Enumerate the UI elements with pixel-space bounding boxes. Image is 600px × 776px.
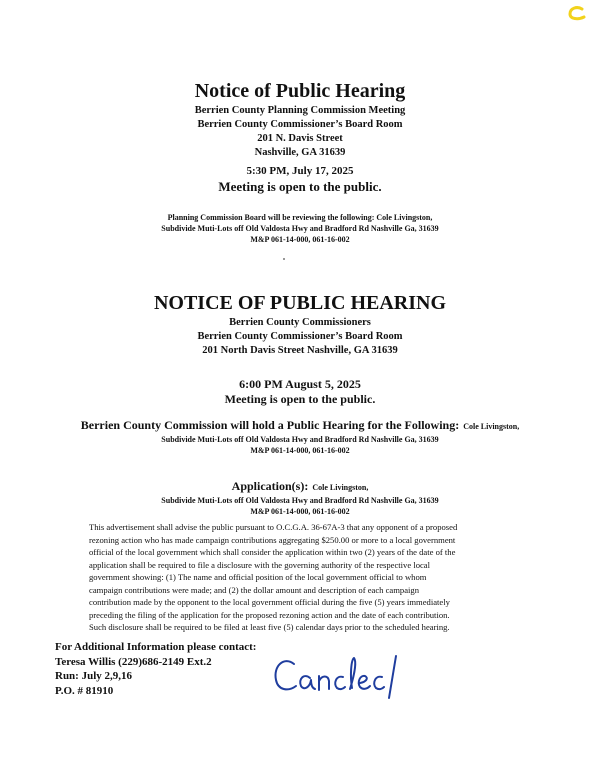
notice1-review-line: M&P 061-14-000, 061-16-002 <box>250 235 350 244</box>
notice1-review-line: Planning Commission Board will be reviewing the following: Cole Livingston, <box>167 213 433 222</box>
notice2-title: NOTICE OF PUBLIC HEARING <box>153 292 447 314</box>
stray-dot <box>283 258 285 260</box>
notice1-subtitle-line: Berrien County Commissioner’s Board Room <box>197 119 403 130</box>
disclosure-line: preceding the filing of the application for the proposed rezoning action and the date of each contribution. <box>89 609 450 620</box>
notice1-title: Notice of Public Hearing <box>194 80 406 102</box>
commission-line: M&P 061-14-000, 061-16-002 <box>250 446 350 455</box>
notice1-subtitle-line: Nashville, GA 31639 <box>254 147 346 158</box>
disclosure-line: campaign contributions were made; and (2) the dollar amount and description of each campaign <box>89 584 420 595</box>
application-line: M&P 061-14-000, 061-16-002 <box>250 507 350 516</box>
commission-lead: Berrien County Commission will hold a Public Hearing for the Following: <box>80 418 460 432</box>
disclosure-line: Such disclosure shall be required to be filed at least five (5) calendar days prior to the scheduled hearing. <box>89 622 450 632</box>
application-line: Subdivide Muti-Lots off Old Valdosta Hwy and Bradford Rd Nashville Ga, 31639 <box>161 496 439 505</box>
handwritten-cancel-annotation <box>268 646 408 706</box>
application-name: Cole Livingston, <box>312 483 369 492</box>
disclosure-line: rezoning action who has made campaign contributions aggregating $250.00 or more to a local government <box>89 534 456 545</box>
run-dates: Run: July 2,9,16 <box>55 670 133 682</box>
disclosure-line: government showing: (1) The name and official position of the local government official to whom <box>89 572 427 582</box>
contact-block <box>55 640 256 698</box>
notice2-subtitle-line: Berrien County Commissioner’s Board Room <box>197 331 403 342</box>
application-label: Application(s): <box>231 479 309 493</box>
notice2-meeting <box>0 377 600 407</box>
commission-name: Cole Livingston, <box>463 422 520 431</box>
disclosure-line: application shall be required to file a disclosure with the governing authority of the respective local <box>89 559 431 570</box>
notice1-review <box>0 212 600 245</box>
highlighter-mark-icon <box>562 4 588 24</box>
notice2-subtitle-line: Berrien County Commissioners <box>229 317 371 328</box>
disclosure-line: contribution made by the opponent to the local government official during the five (5) years immediately <box>89 597 450 607</box>
notice1-time: 5:30 PM, July 17, 2025 <box>246 165 354 177</box>
disclosure-paragraph <box>89 521 519 634</box>
notice1-subtitle-line: 201 N. Davis Street <box>257 133 343 144</box>
notice2-subtitle <box>0 316 600 358</box>
notice1-meeting <box>0 164 600 195</box>
contact-heading: For Additional Information please contact: <box>55 641 257 653</box>
commission-line: Subdivide Muti-Lots off Old Valdosta Hwy and Bradford Rd Nashville Ga, 31639 <box>161 435 439 444</box>
disclosure-line: official of the local government which shall consider the application within two (2) years of the date of the <box>89 547 456 557</box>
disclosure-line: This advertisement shall advise the public pursuant to O.C.G.A. 36-67A-3 that any opponent of a proposed <box>89 522 458 532</box>
notice1-subtitle <box>0 104 600 160</box>
notice2-subtitle-line: 201 North Davis Street Nashville, GA 31639 <box>202 345 398 356</box>
notice1-subtitle-line: Berrien County Planning Commission Meeting <box>194 105 406 116</box>
notice2-open: Meeting is open to the public. <box>224 392 376 406</box>
notice2-application <box>0 477 600 517</box>
notice1-review-line: Subdivide Muti-Lots off Old Valdosta Hwy and Bradford Rd Nashville Ga, 31639 <box>161 224 439 233</box>
notice1-open: Meeting is open to the public. <box>218 179 382 194</box>
contact-person: Teresa Willis (229)686-2149 Ext.2 <box>55 655 212 668</box>
notice2-commission <box>0 416 600 456</box>
po-number: P.O. # 81910 <box>55 684 114 697</box>
notice2-time: 6:00 PM August 5, 2025 <box>239 377 361 391</box>
